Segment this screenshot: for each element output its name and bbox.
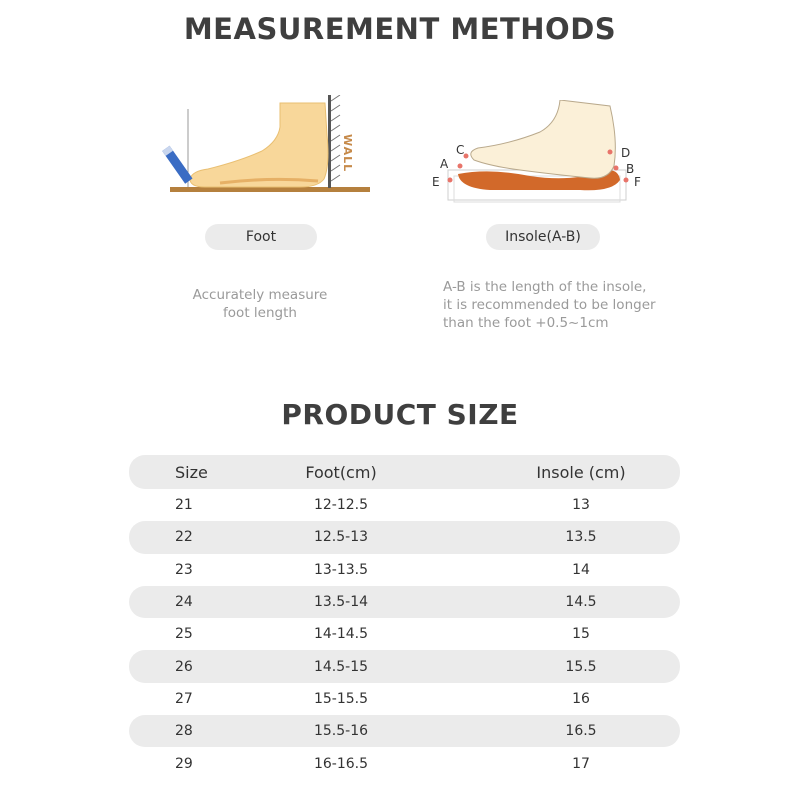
- insole-note-line: than the foot +0.5~1cm: [443, 315, 609, 331]
- foot-note: [160, 286, 360, 322]
- insole-note: [443, 278, 683, 332]
- table-row: 26 14.5-15 15.5: [129, 650, 680, 682]
- foot-note-line: foot length: [223, 305, 297, 321]
- table-header-row: Size Foot(cm) Insole (cm): [129, 455, 680, 489]
- insole-measurement-illustration: [430, 100, 650, 215]
- size-cell: 21: [175, 497, 193, 514]
- point-label-f: F: [634, 175, 641, 189]
- point-label-c: C: [456, 143, 465, 157]
- foot-note-line: Accurately measure: [192, 287, 328, 303]
- size-cell: 28: [175, 723, 193, 740]
- size-cell: 25: [175, 626, 193, 643]
- size-cell: 24: [175, 594, 193, 611]
- point-label-b: B: [626, 162, 635, 176]
- insole-note-line: A-B is the length of the insole,: [443, 279, 647, 295]
- table-row: 27 15-15.5 16: [129, 683, 680, 715]
- insole-pill: Insole(A-B): [486, 224, 600, 250]
- table-row: 24 13.5-14 14.5: [129, 586, 680, 618]
- size-table: [129, 455, 680, 780]
- wall-label: WALL: [341, 134, 354, 173]
- table-row: 23 13-13.5 14: [129, 554, 680, 586]
- size-cell: 29: [175, 755, 193, 772]
- table-row: 25 14-14.5 15: [129, 618, 680, 650]
- header-size: Size: [175, 462, 208, 482]
- table-row: 28 15.5-16 16.5: [129, 715, 680, 747]
- table-row: 21 12-12.5 13: [129, 489, 680, 521]
- size-cell: 27: [175, 690, 193, 707]
- size-cell: 23: [175, 561, 193, 578]
- measurement-methods-title: MEASUREMENT METHODS: [183, 12, 617, 46]
- point-label-d: D: [621, 146, 631, 160]
- table-row: 22 12.5-13 13.5: [129, 521, 680, 553]
- size-cell: 22: [175, 529, 193, 546]
- foot-pill: Foot: [205, 224, 317, 250]
- size-cell: 26: [175, 658, 193, 675]
- insole-note-line: it is recommended to be longer: [443, 297, 656, 313]
- table-row: 29 16-16.5 17: [129, 747, 680, 779]
- product-size-title: PRODUCT SIZE: [281, 398, 519, 431]
- point-label-e: E: [432, 175, 440, 189]
- point-label-a: A: [440, 157, 449, 171]
